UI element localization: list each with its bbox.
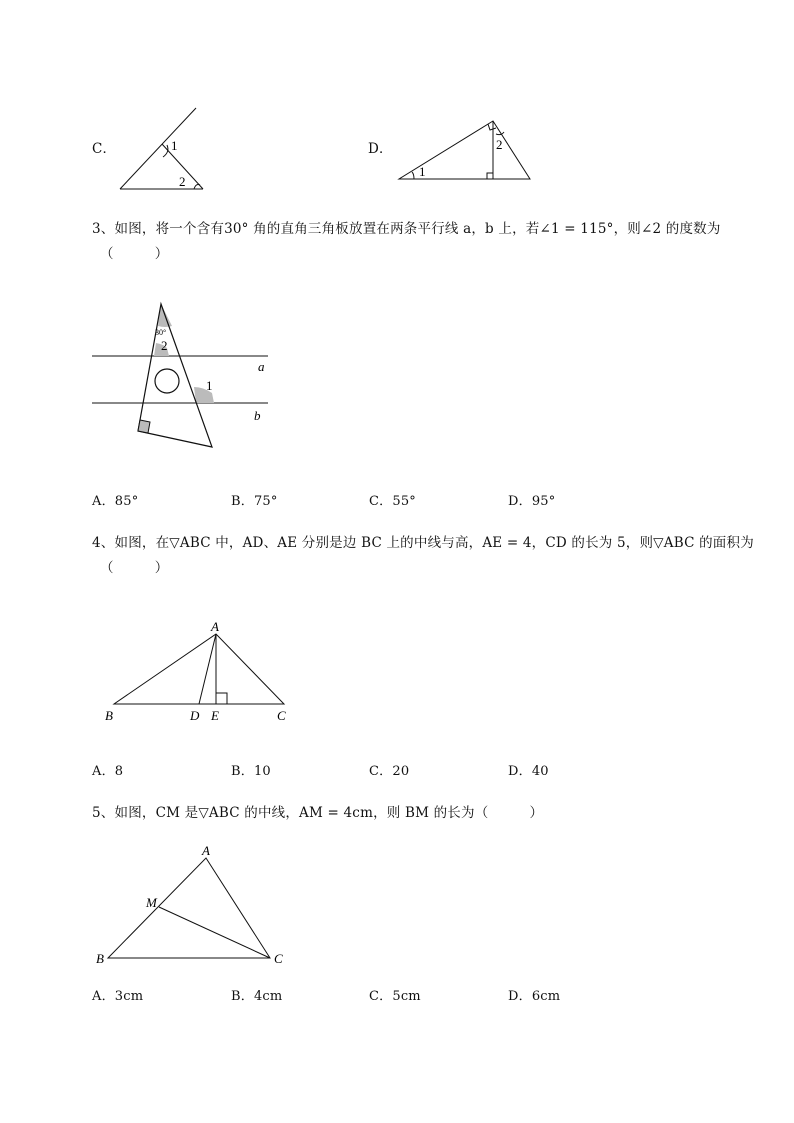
q4-option-c[interactable]: C．20: [369, 764, 410, 779]
q2-option-d-label: D．: [368, 141, 393, 157]
q5-figure: [92, 840, 297, 970]
q2-figure-c: [110, 100, 220, 195]
q4-option-b[interactable]: B．10: [231, 764, 271, 779]
q3-option-d[interactable]: D．95°: [508, 494, 556, 509]
q4-stem: 4、如图，在▽ABC 中，AD、AE 分别是边 BC 上的中线与高，AE = 4，CD 的长为 5，则▽ABC 的面积为: [92, 535, 754, 551]
q2-d-angle-2: 2: [496, 137, 503, 152]
q5-stem: 5、如图，CM 是▽ABC 的中线，AM = 4cm，则 BM 的长为（ ）: [92, 805, 544, 821]
q2-figure-d: [392, 112, 537, 187]
q5-label-A: A: [202, 843, 210, 858]
q3-option-c[interactable]: C．55°: [369, 494, 416, 509]
q3-answer-blank: （ ）: [100, 246, 169, 262]
q3-label-1: 1: [206, 378, 213, 393]
q4-option-a[interactable]: A．8: [92, 764, 124, 779]
q3-figure: [88, 295, 273, 450]
q2-c-angle-2: 2: [179, 174, 186, 189]
q5-label-C: C: [274, 951, 283, 966]
q4-label-C: C: [277, 708, 286, 723]
q4-label-E: E: [211, 708, 219, 723]
q5-option-b[interactable]: B．4cm: [231, 989, 283, 1004]
q3-label-30: 30°: [155, 328, 167, 337]
q5-option-a[interactable]: A．3cm: [92, 989, 144, 1004]
q3-label-a: a: [258, 359, 265, 374]
q4-figure: [100, 616, 295, 726]
q3-stem: 3、如图，将一个含有30° 角的直角三角板放置在两条平行线 a，b 上，若∠1 = 115°，则∠2 的度数为: [92, 221, 721, 237]
q3-option-b[interactable]: B．75°: [231, 494, 278, 509]
q5-option-d[interactable]: D．6cm: [508, 989, 561, 1004]
q4-option-d[interactable]: D．40: [508, 764, 549, 779]
q4-label-A: A: [211, 619, 219, 634]
q4-label-B: B: [105, 708, 113, 723]
q3-label-2: 2: [161, 338, 168, 353]
q4-label-D: D: [190, 708, 200, 723]
q3-label-b: b: [254, 408, 261, 423]
q4-answer-blank: （ ）: [100, 560, 169, 576]
q3-option-a[interactable]: A．85°: [92, 494, 139, 509]
q2-c-angle-1: 1: [171, 138, 178, 153]
q2-d-angle-1: 1: [419, 164, 426, 179]
q5-label-B: B: [96, 951, 104, 966]
q5-label-M: M: [146, 895, 157, 910]
q5-option-c[interactable]: C．5cm: [369, 989, 421, 1004]
q2-option-c-label: C．: [92, 141, 117, 157]
